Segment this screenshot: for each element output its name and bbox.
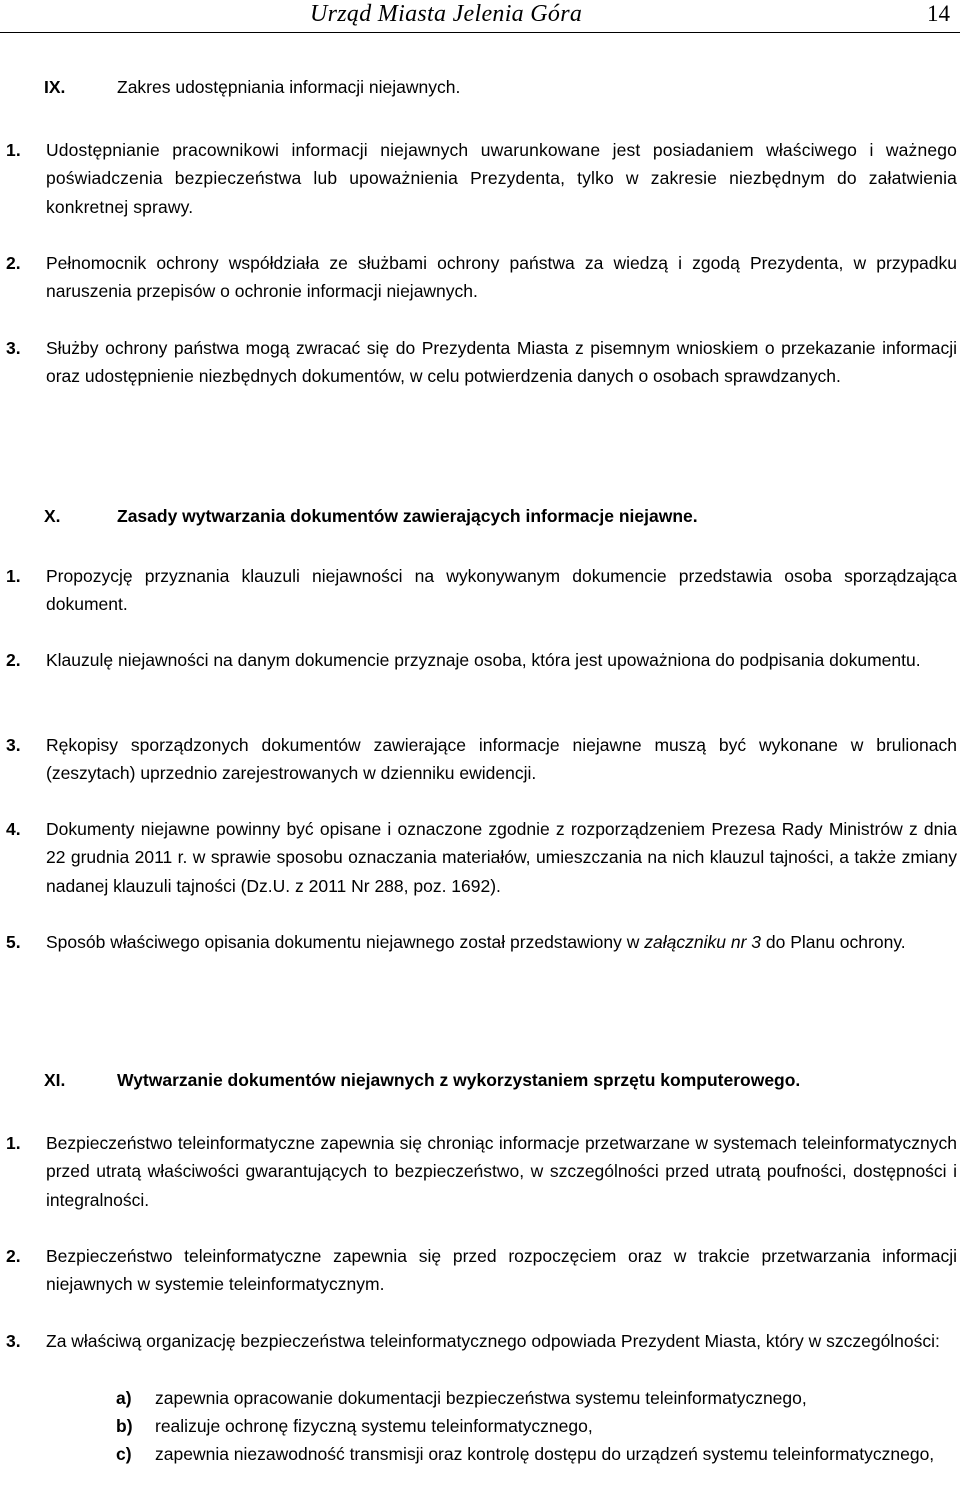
item-text: Bezpieczeństwo teleinformatyczne zapewnia się chroniąc informacje przetwarzane w systemach teleinformatycznych przed utratą właściwości gwarantujących to bezpieczeństwo, w szczególności przed utratą poufności, dostępności i integralności.: [46, 1133, 957, 1210]
section-number: XI.: [44, 1070, 66, 1090]
sub-item-letter: a): [116, 1388, 132, 1408]
sub-item-letter: b): [116, 1416, 133, 1436]
section-title: Wytwarzanie dokumentów niejawnych z wykorzystaniem sprzętu komputerowego.: [117, 1070, 801, 1090]
sub-item-text: zapewnia niezawodność transmisji oraz kontrolę dostępu do urządzeń systemu teleinformatycznego,: [155, 1444, 935, 1464]
item-number: 1.: [6, 566, 21, 586]
item-number: 2.: [6, 1246, 21, 1266]
item-number: 1.: [6, 1133, 21, 1153]
page-number: 14: [927, 1, 950, 26]
item-text: Pełnomocnik ochrony współdziała ze służbami ochrony państwa za wiedzą i zgodą Prezydenta, w przypadku naruszenia przepisów o ochronie informacji niejawnych.: [46, 253, 957, 302]
section-title: Zakres udostępniania informacji niejawnych.: [117, 77, 461, 97]
item-text: [46, 928, 957, 956]
item-number: 5.: [6, 932, 21, 952]
section-number: X.: [44, 506, 61, 526]
item-number: 3.: [6, 338, 21, 358]
item-number: 3.: [6, 1331, 21, 1351]
sub-item-letter: c): [116, 1444, 132, 1464]
sub-item-text: zapewnia opracowanie dokumentacji bezpieczeństwa systemu teleinformatycznego,: [155, 1388, 807, 1408]
attachment-reference: załączniku nr 3: [644, 932, 761, 952]
section-number: IX.: [44, 77, 66, 97]
item-text: Rękopisy sporządzonych dokumentów zawierające informacje niejawne muszą być wykonane w brulionach (zeszytach) uprzednio zarejestrowanych w dzienniku ewidencji.: [46, 735, 957, 784]
item-number: 3.: [6, 735, 21, 755]
item-text: Klauzulę niejawności na danym dokumencie przyznaje osoba, która jest upoważniona do podpisania dokumentu.: [46, 650, 921, 670]
item-text: Za właściwą organizację bezpieczeństwa teleinformatycznego odpowiada Prezydent Miasta, który w szczególności:: [46, 1331, 940, 1351]
item-text: Udostępnianie pracownikowi informacji niejawnych uwarunkowane jest posiadaniem właściwego i ważnego poświadczenia bezpieczeństwa lub upoważnienia Prezydenta, tylko w zakresie niezbędnym do załatwienia konkretnej sprawy.: [46, 140, 957, 217]
item-number: 2.: [6, 650, 21, 670]
page-header: [0, 0, 960, 40]
item-text: Dokumenty niejawne powinny być opisane i oznaczone zgodnie z rozporządzeniem Prezesa Rady Ministrów z dnia 22 grudnia 2011 r. w sprawie sposobu oznaczania materiałów, umieszczania na nich klauzul tajności, a także zmiany nadanej klauzuli tajności (Dz.U. z 2011 Nr 288, poz. 1692).: [46, 819, 957, 896]
item-text-part: Sposób właściwego opisania dokumentu niejawnego został przedstawiony w: [46, 932, 645, 952]
item-text-part: do Planu ochrony.: [761, 932, 906, 952]
item-text: Propozycję przyznania klauzuli niejawności na wykonywanym dokumencie przedstawia osoba sporządzająca dokument.: [46, 566, 957, 615]
header-title: Urząd Miasta Jelenia Góra: [310, 1, 583, 27]
header-divider: [0, 32, 960, 33]
item-text: Służby ochrony państwa mogą zwracać się do Prezydenta Miasta z pisemnym wnioskiem o przekazanie informacji oraz udostępnienie niezbędnych dokumentów, w celu potwierdzenia danych o osobach sprawdzanych.: [46, 338, 957, 387]
item-text: Bezpieczeństwo teleinformatyczne zapewnia się przed rozpoczęciem oraz w trakcie przetwarzania informacji niejawnych w systemie teleinformatycznym.: [46, 1246, 957, 1295]
item-number: 2.: [6, 253, 21, 273]
sub-item-text: realizuje ochronę fizyczną systemu teleinformatycznego,: [155, 1416, 593, 1436]
item-number: 1.: [6, 140, 21, 160]
section-title: Zasady wytwarzania dokumentów zawierających informacje niejawne.: [117, 506, 698, 526]
item-number: 4.: [6, 819, 21, 839]
